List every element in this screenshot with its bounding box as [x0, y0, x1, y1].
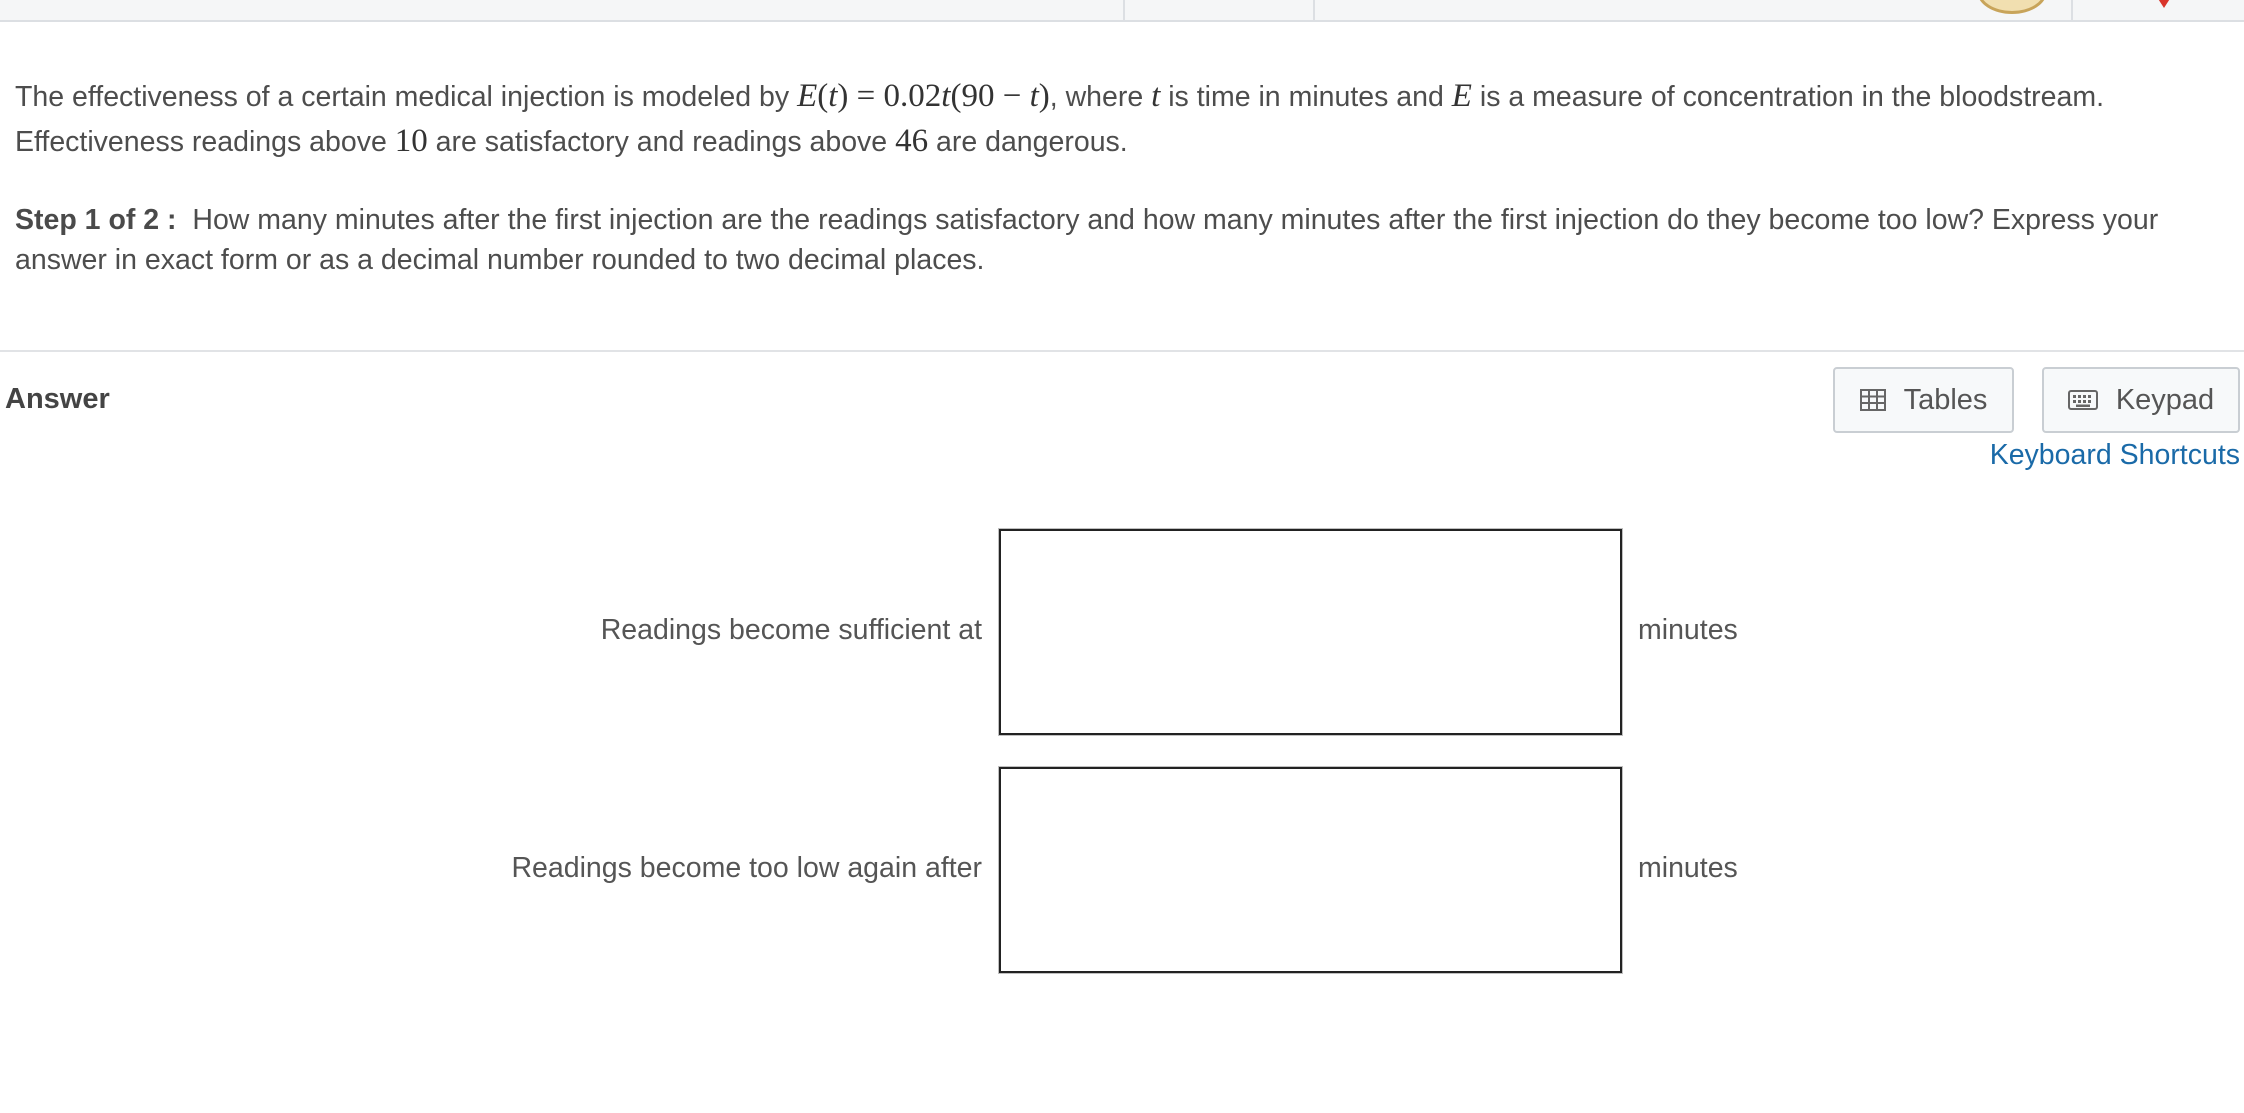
tables-button-label: Tables	[1903, 383, 1988, 416]
formula-part: )	[1038, 78, 1050, 114]
keyboard-icon	[2068, 390, 2098, 410]
tables-button[interactable]	[1833, 367, 2014, 433]
formula-part: t	[1029, 78, 1039, 114]
too-low-after-label: Readings become too low again after	[511, 852, 982, 884]
toolbar-divider	[1123, 0, 1125, 20]
answer-heading: Answer	[5, 383, 110, 415]
problem-text: are satisfactory and readings above	[427, 126, 896, 158]
toolbar-divider	[1313, 0, 1315, 20]
step-instructions	[15, 200, 2225, 280]
sufficient-at-input[interactable]	[999, 529, 1622, 735]
too-low-after-input[interactable]	[999, 767, 1622, 973]
section-divider	[0, 350, 2244, 352]
problem-text: are dangerous.	[928, 126, 1128, 158]
step-text: How many minutes after the first injection are the readings satisfactory and how many minutes after the first injection do they become too low? Express your answer in exact form or as a decimal number rounded to two decimal places.	[15, 204, 2159, 276]
avatar-icon[interactable]	[1977, 0, 2047, 14]
formula-part: t	[828, 78, 838, 114]
variable-t: t	[1151, 78, 1161, 114]
problem-text: is time in minutes and	[1160, 81, 1452, 113]
formula-part: (	[817, 78, 829, 114]
keypad-button[interactable]	[2042, 367, 2240, 433]
sufficient-at-label: Readings become sufficient at	[600, 614, 982, 646]
keyboard-shortcuts-link[interactable]: Keyboard Shortcuts	[1989, 439, 2240, 471]
variable-e: E	[1451, 78, 1472, 114]
formula-part: )	[837, 78, 849, 114]
formula-part: = 0.02	[848, 78, 942, 114]
dangerous-threshold: 46	[895, 123, 929, 159]
problem-text: The effectiveness of a certain medical injection is modeled by	[15, 81, 798, 113]
formula-part: (90 −	[950, 78, 1030, 114]
formula-part: t	[941, 78, 951, 114]
toolbar-divider	[2071, 0, 2073, 20]
table-grid-icon	[1860, 389, 1886, 411]
minutes-unit-label: minutes	[1638, 852, 1738, 884]
top-toolbar	[0, 0, 2244, 22]
step-label: Step 1 of 2 :	[15, 204, 177, 236]
problem-text: is a measure of concentration in the bloodstream. Effectiveness readings above	[15, 81, 2105, 158]
problem-statement	[15, 74, 2225, 164]
keypad-button-label: Keypad	[2115, 383, 2215, 416]
minutes-unit-label: minutes	[1638, 614, 1738, 646]
formula-part: E	[797, 78, 818, 114]
satisfactory-threshold: 10	[394, 123, 428, 159]
formula	[797, 78, 1050, 114]
problem-text: , where	[1049, 81, 1152, 113]
bookmark-icon[interactable]	[2155, 0, 2173, 8]
